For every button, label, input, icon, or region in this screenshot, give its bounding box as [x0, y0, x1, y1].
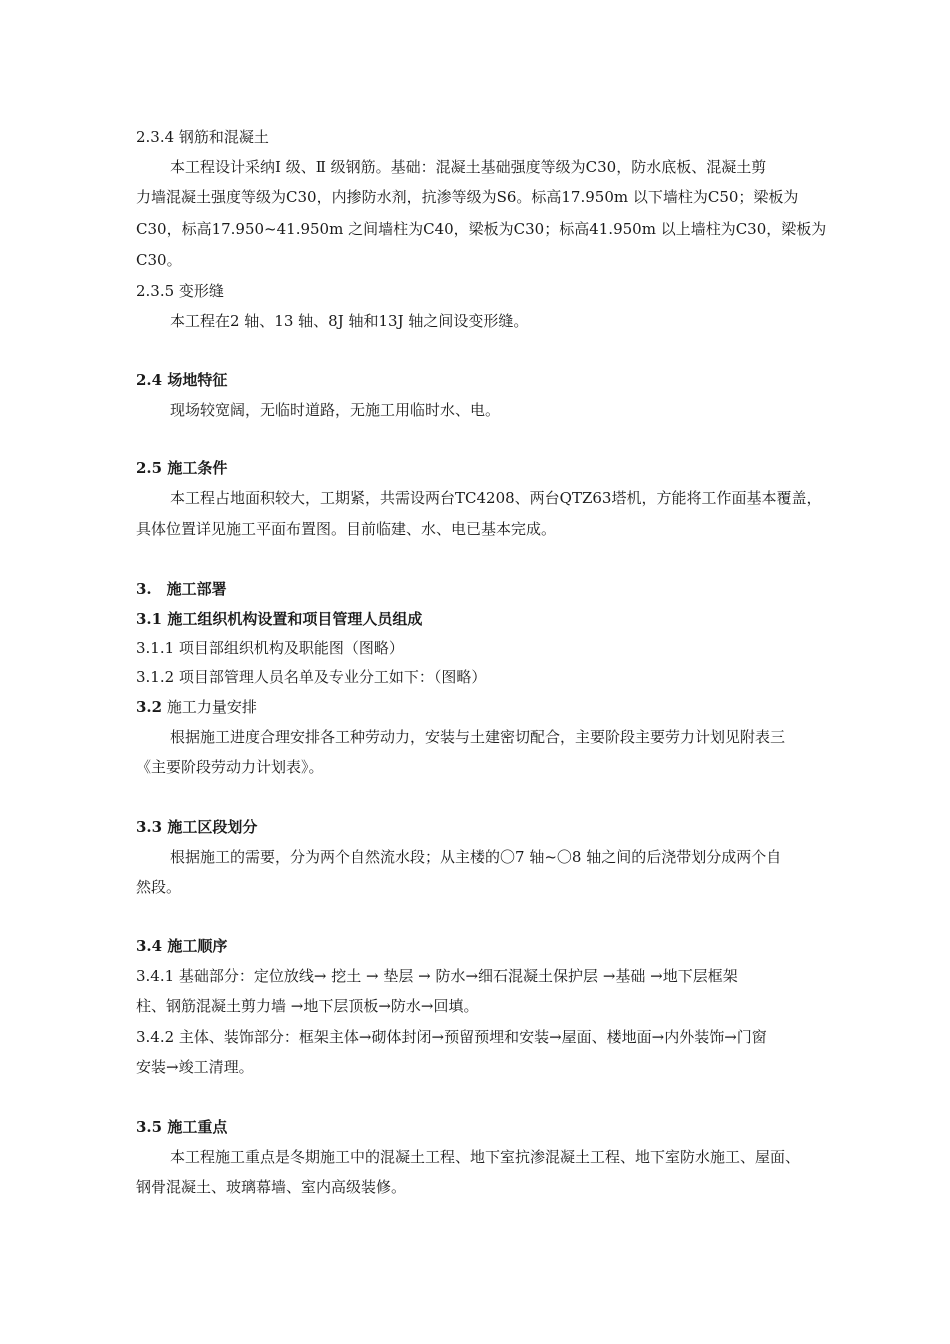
heading-3-2-text: 施工力量安排 — [166, 698, 257, 716]
paragraph-line: 根据施工进度合理安排各工种劳动力，安装与土建密切配合，主要阶段主要劳力计划见附表三 — [170, 728, 786, 746]
paragraph-line: 本工程在2 轴、13 轴、8J 轴和13J 轴之间设变形缝。 — [170, 312, 529, 330]
heading-3: 3. 施工部署 — [136, 580, 227, 598]
heading-2-3-5: 2.3.5 变形缝 — [136, 282, 224, 300]
heading-3-4: 3.4 施工顺序 — [136, 937, 228, 955]
heading-3-2-number: 3.2 — [136, 698, 163, 716]
paragraph-line: 现场较宽阔，无临时道路，无施工用临时水、电。 — [170, 401, 501, 419]
heading-3-3: 3.3 施工区段划分 — [136, 818, 258, 836]
paragraph-line: 具体位置详见施工平面布置图。目前临建、水、电已基本完成。 — [136, 520, 557, 538]
paragraph-line: 力墙混凝土强度等级为C30，内掺防水剂，抗渗等级为S6。标高17.950m 以下墙柱为C50；梁板为 — [136, 188, 799, 206]
paragraph-line: 3.4.1 基础部分：定位放线→ 挖土 → 垫层 → 防水→细石混凝土保护层 →基础 →地下层框架 — [136, 967, 738, 985]
paragraph-line: 钢骨混凝土、玻璃幕墙、室内高级装修。 — [136, 1178, 407, 1196]
paragraph-line: 《主要阶段劳动力计划表》。 — [136, 758, 324, 776]
paragraph-line: 根据施工的需要，分为两个自然流水段；从主楼的〇7 轴~〇8 轴之间的后浇带划分成两个自 — [170, 848, 782, 866]
paragraph-line: 本工程设计采纳Ⅰ 级、Ⅱ 级钢筋。基础：混凝土基础强度等级为C30，防水底板、混凝土剪 — [170, 158, 767, 176]
paragraph-line: C30，标高17.950~41.950m 之间墙柱为C40，梁板为C30；标高41.950m 以上墙柱为C30，梁板为 — [136, 220, 827, 238]
paragraph-line: 本工程占地面积较大，工期紧，共需设两台TC4208、两台QTZ63塔机，方能将工作面基本覆盖， — [170, 489, 822, 507]
heading-2-3-4: 2.3.4 钢筋和混凝土 — [136, 128, 269, 146]
heading-3-2 — [136, 697, 257, 717]
heading-3-1: 3.1 施工组织机构设置和项目管理人员组成 — [136, 610, 423, 628]
paragraph-line: 然段。 — [136, 878, 182, 896]
heading-3-1-1: 3.1.1 项目部组织机构及职能图（图略） — [136, 639, 404, 657]
paragraph-line: 柱、钢筋混凝土剪力墙 →地下层顶板→防水→回填。 — [136, 997, 479, 1015]
paragraph-line: 本工程施工重点是冬期施工中的混凝土工程、地下室抗渗混凝土工程、地下室防水施工、屋面、 — [170, 1148, 801, 1166]
heading-3-1-2: 3.1.2 项目部管理人员名单及专业分工如下：（图略） — [136, 668, 487, 686]
heading-3-5: 3.5 施工重点 — [136, 1118, 228, 1136]
paragraph-line: 3.4.2 主体、装饰部分：框架主体→砌体封闭→预留预埋和安装→屋面、楼地面→内外装饰→门窗 — [136, 1028, 767, 1046]
heading-2-4: 2.4 场地特征 — [136, 371, 228, 389]
paragraph-line: 安装→竣工清理。 — [136, 1058, 254, 1076]
paragraph-line: C30。 — [136, 251, 182, 269]
heading-2-5: 2.5 施工条件 — [136, 459, 228, 477]
